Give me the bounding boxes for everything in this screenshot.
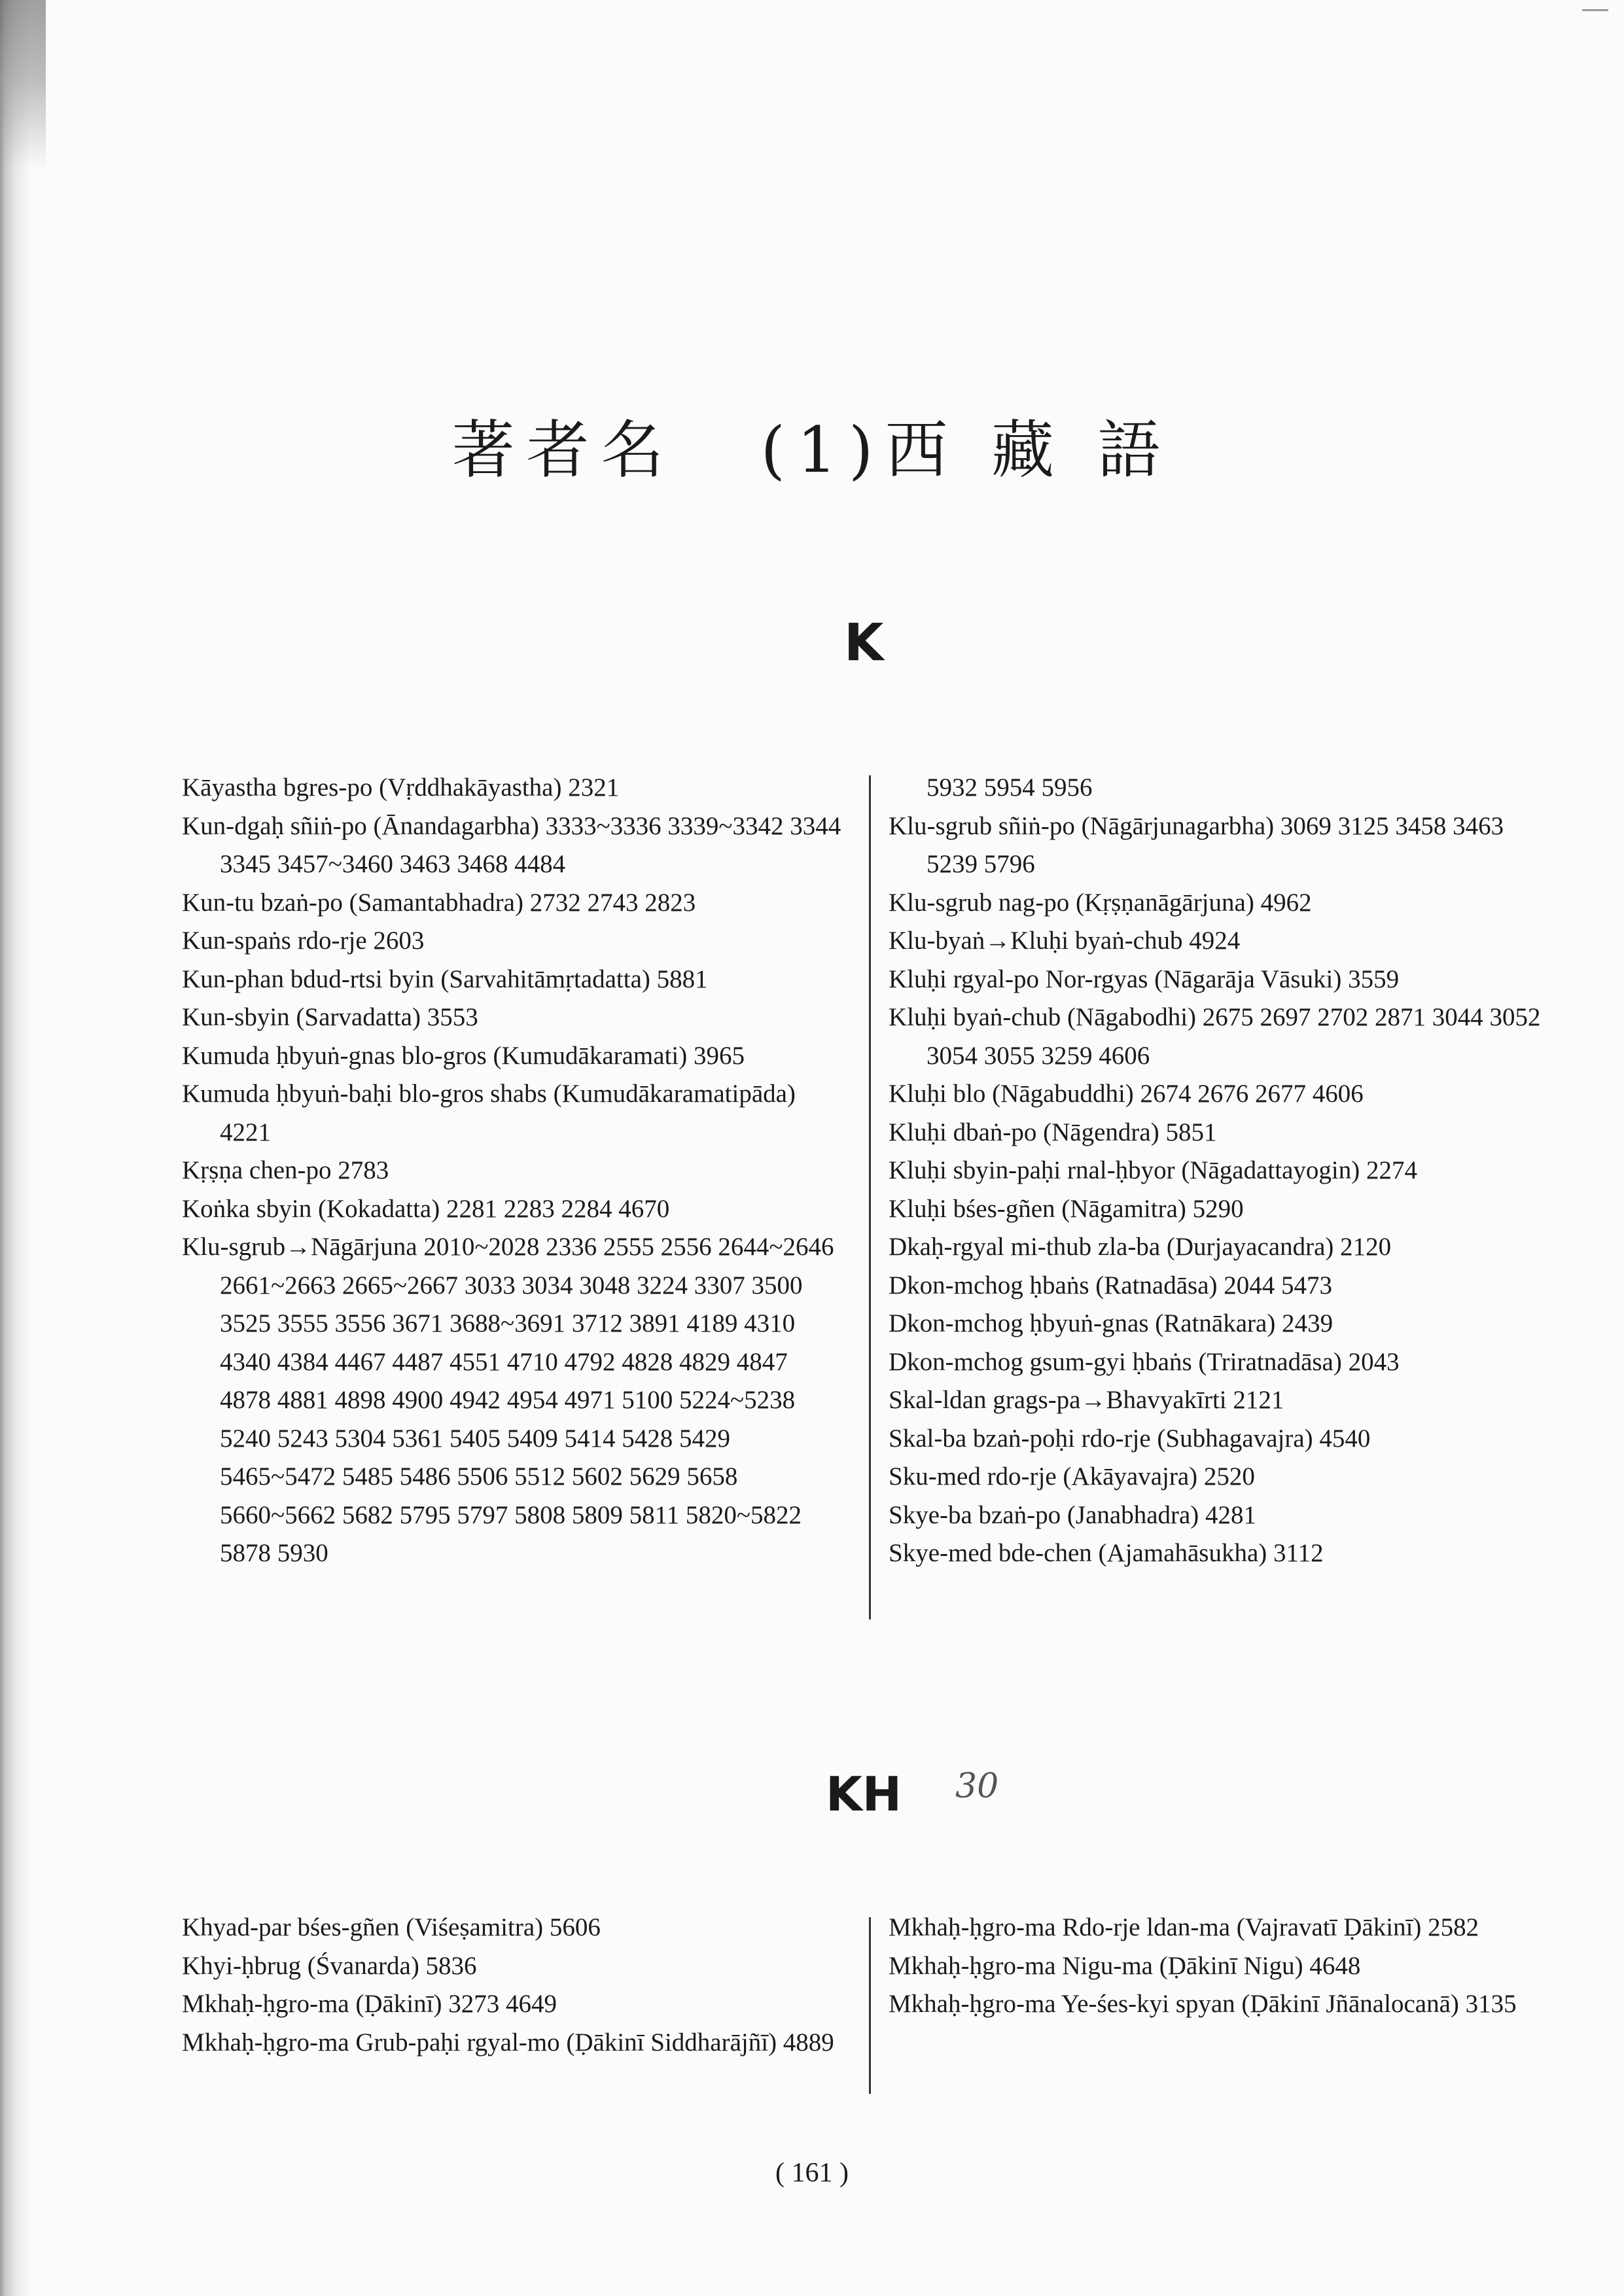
corner-mark: [1582, 9, 1608, 11]
index-entry: Dkon-mchog ḥbaṅs (Ratnadāsa) 2044 5473: [889, 1271, 1333, 1299]
column-divider: [869, 1917, 871, 2094]
k-column-right: [889, 769, 1549, 1573]
index-entry: Kun-sbyin (Sarvadatta) 3553: [182, 1003, 478, 1031]
index-entry: Khyad-par bśes-gñen (Viśeṣamitra) 5606: [182, 1913, 601, 1941]
index-entry: Kun-spaṅs rdo-rje 2603: [182, 927, 425, 955]
index-entry: Mkhaḥ-ḥgro-ma Nigu-ma (Ḍākinī Nigu) 4648: [889, 1951, 1361, 1980]
index-entry: Kun-phan bdud-rtsi byin (Sarvahitāmṛtadatta) 5881: [182, 964, 708, 993]
index-entry: Kun-tu bzaṅ-po (Samantabhadra) 2732 2743 2823: [182, 888, 696, 917]
index-entry: Skal-ba bzaṅ-poḥi rdo-rje (Subhagavajra) 4540: [889, 1424, 1371, 1453]
index-entry: Skal-ldan grags-pa→Bhavyakīrti 2121: [889, 1386, 1284, 1414]
index-entry: Mkhaḥ-ḥgro-ma Rdo-rje ldan-ma (Vajravatī Ḍākinī) 2582: [889, 1913, 1479, 1941]
index-entry: Klu-byaṅ→Kluḥi byaṅ-chub 4924: [889, 927, 1241, 955]
index-entry: Koṅka sbyin (Kokadatta) 2281 2283 2284 4670: [182, 1194, 670, 1223]
section-heading-k: K: [844, 614, 884, 673]
index-entry: Kāyastha bgres-po (Vṛddhakāyastha) 2321: [182, 773, 620, 802]
index-entry: Kluḥi bśes-gñen (Nāgamitra) 5290: [889, 1194, 1244, 1223]
index-entry: Kṛṣṇa chen-po 2783: [182, 1156, 389, 1184]
index-entry-continued: 5932 5954 5956: [927, 773, 1093, 802]
scan-shadow-corner: [0, 0, 46, 170]
index-entry: Skye-med bde-chen (Ajamahāsukha) 3112: [889, 1539, 1324, 1567]
index-entry: Dkon-mchog ḥbyuṅ-gnas (Ratnākara) 2439: [889, 1309, 1333, 1337]
index-entry: Kluḥi dbaṅ-po (Nāgendra) 5851: [889, 1118, 1217, 1146]
index-entry: Kluḥi rgyal-po Nor-rgyas (Nāgarāja Vāsuki) 3559: [889, 964, 1400, 993]
title-authors: 著者名: [451, 414, 676, 487]
index-entry: Dkon-mchog gsum-gyi ḥbaṅs (Triratnadāsa) 2043: [889, 1347, 1400, 1376]
page-number: ( 161 ): [775, 2158, 849, 2188]
index-entry: Kun-dgaḥ sñiṅ-po (Ānandagarbha) 3333~3336 3339~3342 3344 3345 3457~3460 3463 3468 4484: [182, 811, 841, 878]
title-tibetan: (1)西 藏 語: [760, 414, 1173, 487]
index-entry: Kluḥi byaṅ-chub (Nāgabodhi) 2675 2697 2702 2871 3044 3052 3054 3055 3259 4606: [889, 1003, 1541, 1070]
index-entry: Kluḥi blo (Nāgabuddhi) 2674 2676 2677 4606: [889, 1080, 1364, 1108]
index-entry: Mkhaḥ-ḥgro-ma Ye-śes-kyi spyan (Ḍākinī Jñānalocanā) 3135: [889, 1990, 1517, 2018]
kh-column-right: [889, 1909, 1549, 2024]
kh-column-left: [182, 1909, 843, 2062]
index-entry: Sku-med rdo-rje (Akāyavajra) 2520: [889, 1462, 1255, 1491]
page-title: [0, 400, 1624, 490]
index-entry: Dkaḥ-rgyal mi-thub zla-ba (Durjayacandra) 2120: [889, 1233, 1392, 1261]
index-entry: Mkhaḥ-ḥgro-ma (Ḍākinī) 3273 4649: [182, 1990, 557, 2018]
index-entry: Kluḥi sbyin-paḥi rnal-ḥbyor (Nāgadattayogin) 2274: [889, 1156, 1417, 1184]
index-entry: Klu-sgrub sñiṅ-po (Nāgārjunagarbha) 3069 3125 3458 3463 5239 5796: [889, 811, 1504, 878]
index-entry: Klu-sgrub nag-po (Kṛṣṇanāgārjuna) 4962: [889, 888, 1312, 917]
index-entry: Skye-ba bzaṅ-po (Janabhadra) 4281: [889, 1500, 1257, 1529]
scan-shadow-edge: [0, 0, 30, 2296]
k-column-left: [182, 769, 843, 1573]
index-entry: Khyi-ḥbrug (Śvanarda) 5836: [182, 1951, 477, 1980]
section-heading-kh: KH: [826, 1767, 902, 1822]
index-entry: Mkhaḥ-ḥgro-ma Grub-paḥi rgyal-mo (Ḍākinī Siddharājñī) 4889: [182, 2028, 834, 2057]
column-divider: [869, 775, 871, 1619]
index-entry: Kumuda ḥbyuṅ-baḥi blo-gros shabs (Kumudākaramatipāda) 4221: [182, 1080, 796, 1146]
handwritten-note: 30: [955, 1767, 999, 1806]
index-entry: Klu-sgrub→Nāgārjuna 2010~2028 2336 2555 2556 2644~2646 2661~2663 2665~2667 3033 3034 3048 3224 3307 3500 3525 3555 3556 3671 3688~3691 3712 3891 4189 4310 4340 4384 4467 4487 4551 4710 4792 4828 4829 4847 4878 4881 4898 4900 4942 4954 4971 5100 5224~5238 5240 5243 5304 5361 5405 5409 5414 5428 5429 5465~5472 5485 5486 5506 5512 5602 5629 5658 5660~5662 5682 5795 5797 5808 5809 5811 5820~5822 5878 5930: [182, 1233, 834, 1567]
index-entry: Kumuda ḥbyuṅ-gnas blo-gros (Kumudākaramati) 3965: [182, 1041, 745, 1070]
